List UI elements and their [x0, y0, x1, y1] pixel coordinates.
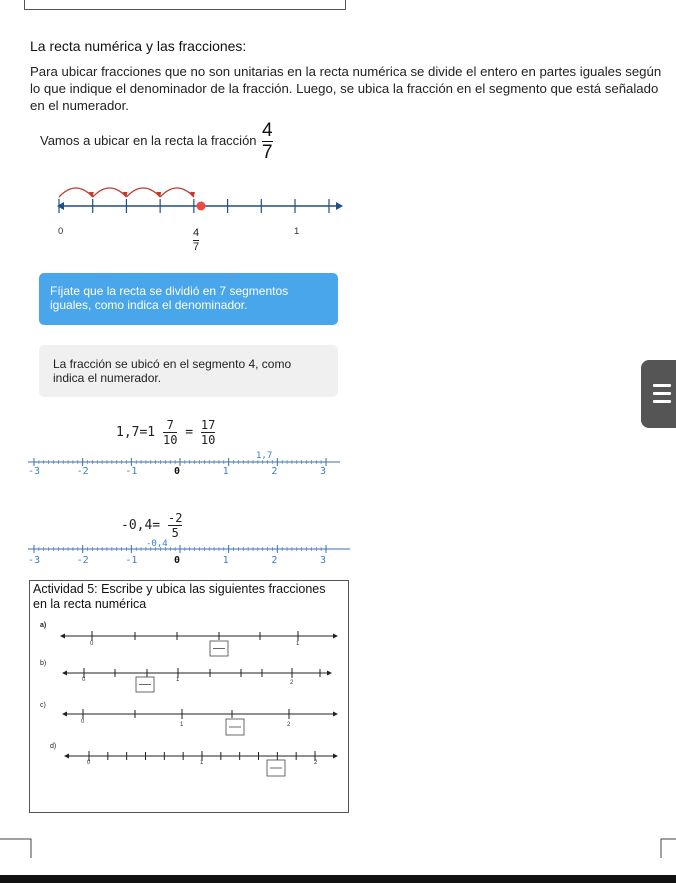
activity-title: Actividad 5: Escribe y ubica las siguientes fracciones en la recta numérica — [33, 582, 326, 611]
scale-label: 2 — [271, 555, 278, 566]
activity-d-letter: d) — [50, 743, 57, 750]
scale-label: 0 — [174, 466, 181, 477]
scale-label: 3 — [320, 466, 327, 477]
activity-b-letter: b) — [40, 660, 47, 667]
activity-b-one: 1 — [176, 677, 180, 683]
point-denominator: 7 — [193, 241, 200, 253]
example-label-one: 1 — [294, 226, 300, 237]
equation-2 — [121, 512, 182, 539]
scale-label: 1 — [222, 555, 229, 566]
eq1-numerator-2: 17 — [200, 418, 216, 432]
scale-label: -1 — [125, 555, 138, 566]
scale-label: -3 — [28, 466, 41, 477]
activity-a-letter: a) — [40, 622, 47, 629]
eq2-denominator: 5 — [171, 526, 179, 540]
activity-c-one: 1 — [180, 722, 184, 728]
activity-d-zero: 0 — [87, 760, 91, 766]
tip-denominator: Fíjate que la recta se dividió en 7 segmentos iguales, como indica el denominador. — [39, 273, 338, 325]
activity-c-two: 2 — [287, 722, 291, 728]
example-arc — [126, 188, 160, 197]
menu-line-1 — [653, 384, 671, 387]
left-arrow — [57, 202, 64, 210]
scale-label: -1 — [125, 466, 138, 477]
example-arc — [59, 188, 93, 197]
activity-b-two: 2 — [290, 680, 294, 686]
eq1-denominator-1: 10 — [162, 433, 178, 447]
right-arrow — [336, 202, 343, 210]
marker-1-7: 1,7 — [256, 451, 273, 461]
crop-mark-left — [0, 838, 40, 858]
scale-line-2 — [28, 545, 350, 555]
scale-label: -3 — [28, 555, 41, 566]
activity-d-one: 1 — [200, 760, 204, 766]
activity-c-zero: 0 — [81, 719, 85, 725]
crop-mark-right — [654, 838, 676, 858]
example-label-zero: 0 — [58, 226, 64, 237]
eq1-equals: = — [185, 425, 194, 440]
intro-paragraph: Para ubicar fracciones que no son unitarias en la recta numérica se divide el entero en partes iguales según lo que indique el denominador de la fracción. Luego, se ubica la fracción en el segmento que está señalado en el numerador. — [30, 64, 662, 113]
top-box-edge — [24, 0, 346, 10]
activity-a-one: 1 — [296, 641, 300, 647]
activity-d-two: 2 — [314, 760, 318, 766]
example-point-fraction — [193, 228, 199, 253]
menu-button[interactable] — [641, 360, 676, 428]
eq1-left: 1,7=1 — [116, 425, 156, 440]
scale-label: 3 — [320, 555, 327, 566]
eq2-numerator: -2 — [167, 511, 183, 525]
activity-b-zero: 0 — [82, 677, 86, 683]
menu-line-2 — [653, 392, 671, 395]
tip-numerator: La fracción se ubicó en el segmento 4, como indica el numerador. — [39, 345, 338, 397]
example-number-line — [55, 175, 345, 235]
example-arc — [160, 188, 194, 197]
fraction-point — [197, 202, 206, 211]
scale-label: 2 — [271, 466, 278, 477]
bottom-bar — [0, 875, 676, 883]
scale-label: -2 — [76, 555, 89, 566]
example-fraction-numerator: 4 — [262, 120, 273, 141]
scale-label: 1 — [222, 466, 229, 477]
scale-label: -2 — [76, 466, 89, 477]
example-fraction — [262, 121, 273, 162]
menu-line-3 — [653, 400, 671, 403]
point-numerator: 4 — [193, 227, 200, 239]
example-arc — [93, 188, 127, 197]
eq1-denominator-2: 10 — [200, 433, 216, 447]
marker-neg-0-4: -0,4 — [146, 539, 168, 549]
example-fraction-denominator: 7 — [262, 142, 273, 163]
activity-a-zero: 0 — [90, 641, 94, 647]
equation-1 — [116, 419, 215, 446]
eq1-numerator-1: 7 — [166, 418, 174, 432]
eq2-left: -0,4= — [121, 518, 161, 533]
example-intro: Vamos a ubicar en la recta la fracción — [40, 133, 257, 148]
activity-c-letter: c) — [40, 702, 46, 709]
example-arcs — [59, 188, 195, 197]
scale-label: 0 — [174, 555, 181, 566]
activity-c-line — [62, 706, 340, 738]
scale-labels-1 — [28, 466, 340, 480]
page-title: La recta numérica y las fracciones: — [30, 38, 247, 54]
scale-labels-2 — [28, 555, 340, 569]
